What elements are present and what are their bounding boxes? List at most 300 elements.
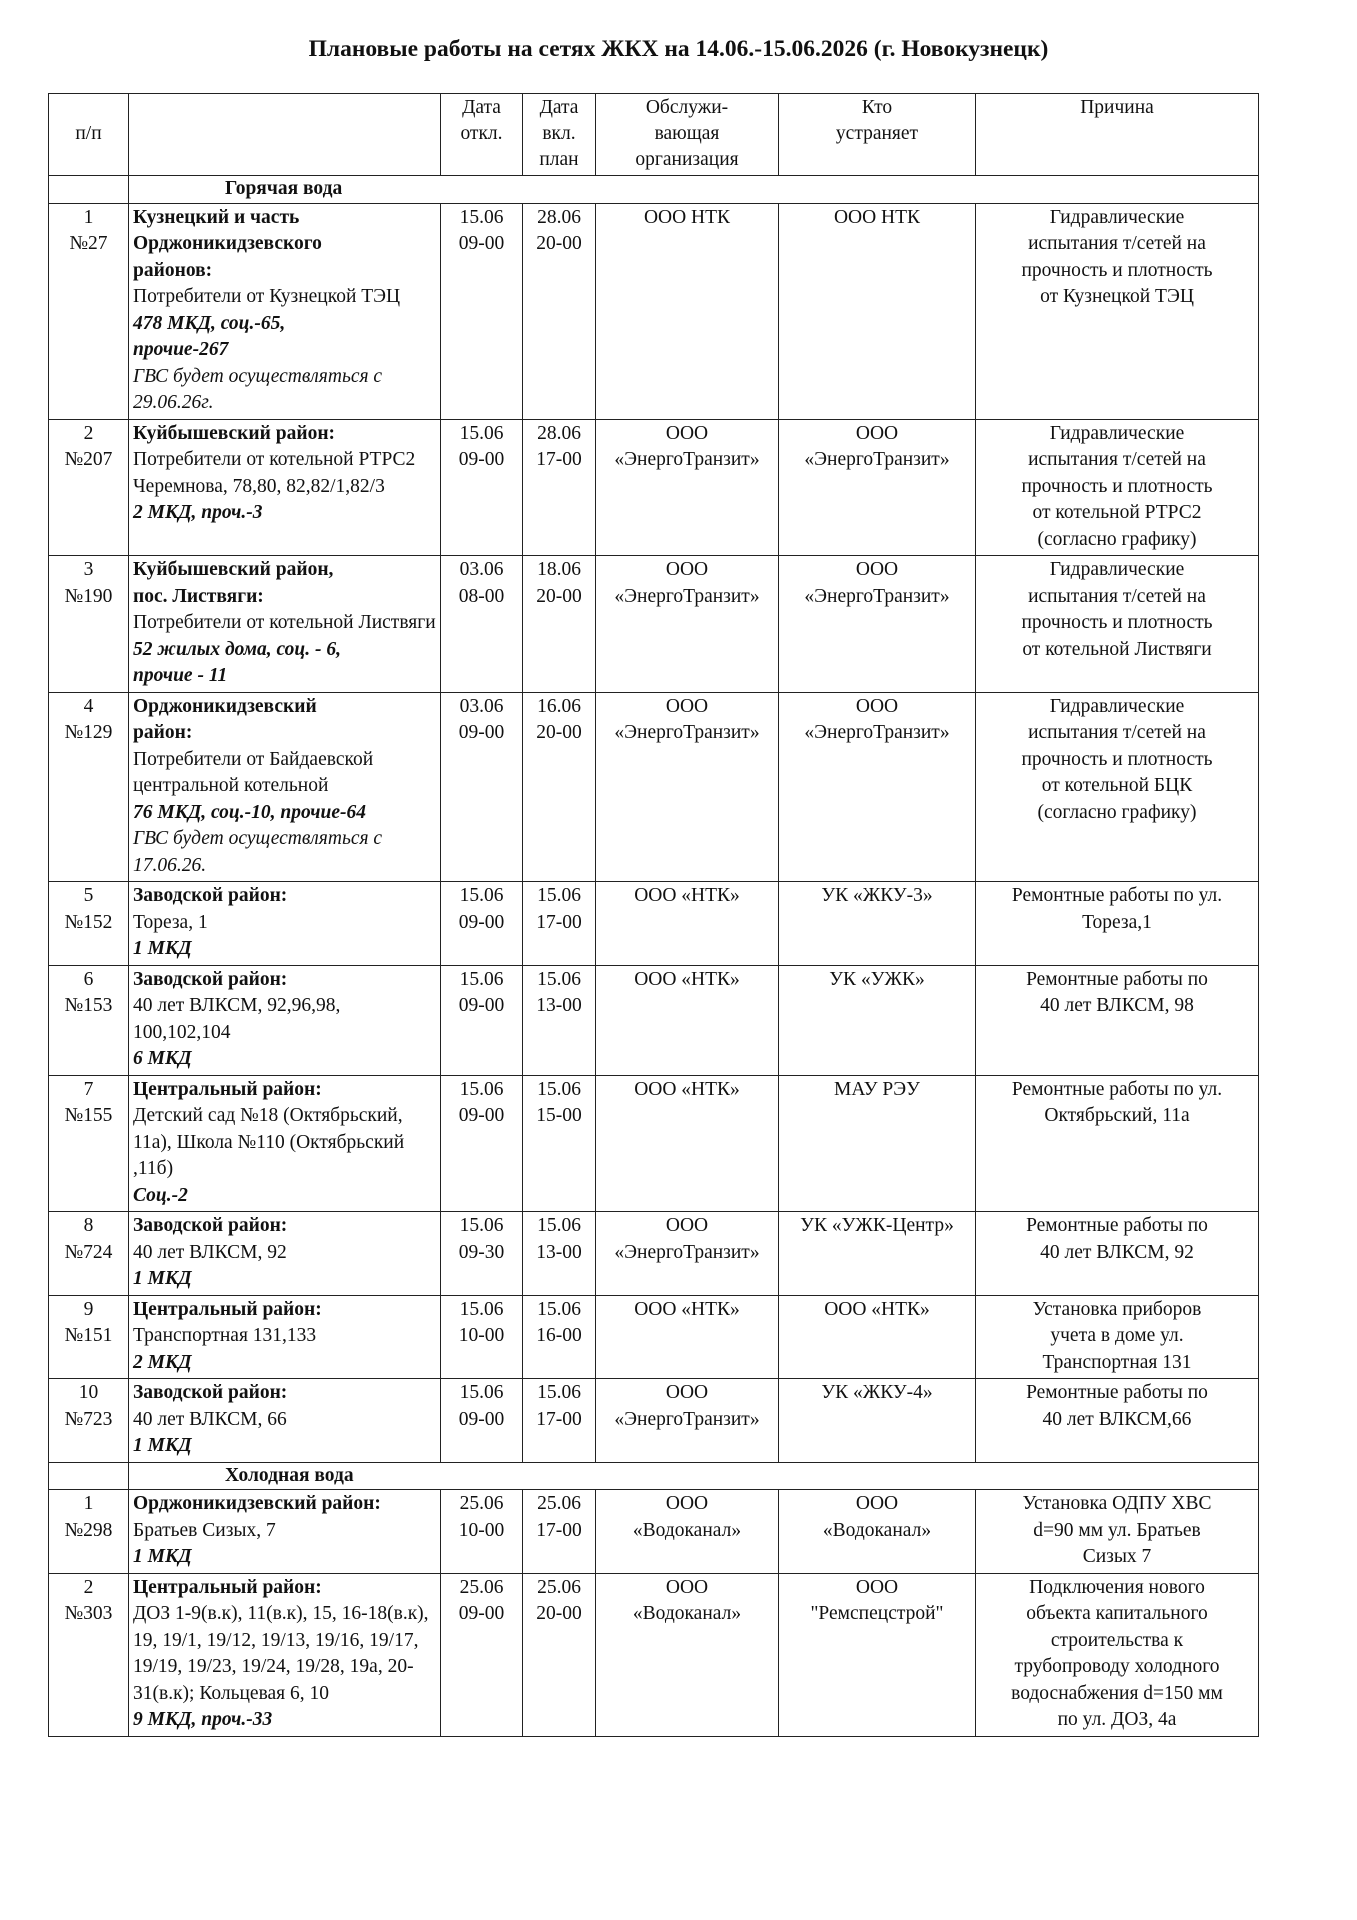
header-num: п/п [49, 94, 129, 176]
header-org: Обслужи- вающая организация [596, 94, 779, 176]
row-index: 7 [83, 1078, 94, 1100]
address-text: Тореза, 1 [133, 911, 208, 933]
reason-text: Ремонтные работы по [1026, 968, 1208, 990]
off-date-value: 03.06 [459, 559, 504, 580]
row-id: №190 [64, 585, 113, 607]
fixer-name: УК «ЖКУ-3» [821, 885, 933, 906]
on-date-value: 17-00 [536, 449, 582, 470]
org-cell [596, 692, 779, 882]
row-number-cell [49, 203, 129, 419]
fixer-name: УК «УЖК-Центр» [800, 1215, 954, 1236]
off-date-value: 09-00 [458, 995, 505, 1016]
fixer-name: УК «УЖК» [829, 968, 925, 990]
on-date-cell [523, 1379, 596, 1463]
off-date-value: 09-00 [458, 449, 505, 470]
fixer-name: ООО «НТК» [824, 1298, 930, 1320]
row-number-cell [49, 1075, 129, 1212]
region-name: Куйбышевский район, [133, 559, 334, 580]
org-cell [596, 556, 779, 693]
fixer-cell [779, 1490, 976, 1574]
reason-text: прочность и плотность [1021, 259, 1213, 281]
region-name: пос. Листвяги: [133, 585, 264, 607]
reason-text: прочность и плотность [1021, 612, 1213, 633]
org-name: ООО «НТК» [634, 1298, 740, 1320]
table-row [49, 1490, 1259, 1574]
org-cell [596, 203, 779, 419]
reason-text: (согласно графику) [1037, 528, 1197, 550]
table-row [49, 965, 1259, 1075]
org-name: ООО [665, 422, 709, 444]
region-name: Заводской район: [133, 885, 288, 906]
off-date-value: 09-30 [458, 1241, 505, 1263]
row-description-cell [129, 556, 441, 693]
section-num-cell [49, 1462, 129, 1490]
reason-text: испытания т/сетей на [1028, 585, 1206, 607]
building-counts: 2 МКД [133, 1351, 192, 1373]
reason-text: строительства к [1050, 1629, 1184, 1651]
region-name: Орджоникидзевский район: [133, 1493, 381, 1514]
fixer-cell [779, 692, 976, 882]
on-date-value: 28.06 [537, 422, 581, 444]
row-index: 8 [83, 1215, 94, 1236]
off-date-value: 15.06 [459, 1298, 504, 1320]
section-num-cell [49, 176, 129, 204]
off-date-value: 09-00 [458, 722, 505, 743]
address-text: Потребители от котельной Листвяги [133, 612, 436, 633]
building-counts: Соц.-2 [133, 1184, 188, 1206]
fixer-name: ООО [855, 559, 899, 580]
reason-cell [976, 965, 1259, 1075]
org-name: ООО «НТК» [634, 1078, 740, 1100]
org-cell [596, 1075, 779, 1212]
address-text: 40 лет ВЛКСМ, 66 [133, 1408, 287, 1430]
org-name: «Водоканал» [632, 1603, 742, 1624]
building-counts: 9 МКД, проч.-33 [133, 1709, 273, 1730]
row-id: №27 [69, 233, 108, 254]
off-date-cell [441, 419, 523, 556]
table-row [49, 203, 1259, 419]
row-description-cell [129, 1075, 441, 1212]
region-name: Орджоникидзевский [133, 695, 317, 717]
fixer-name: «ЭнергоТранзит» [804, 585, 950, 607]
off-date-value: 09-00 [458, 1603, 505, 1624]
off-date-value: 15.06 [459, 885, 504, 906]
row-number-cell [49, 692, 129, 882]
on-date-value: 13-00 [536, 1241, 582, 1263]
address-text: Транспортная 131,133 [133, 1325, 317, 1346]
row-number-cell [49, 965, 129, 1075]
fixer-cell [779, 203, 976, 419]
org-cell [596, 1490, 779, 1574]
reason-cell [976, 882, 1259, 966]
org-name: ООО [665, 1215, 709, 1236]
row-description-cell [129, 203, 441, 419]
row-index: 1 [83, 1493, 94, 1514]
org-name: ООО [665, 1493, 709, 1514]
fixer-name: ООО НТК [833, 206, 921, 228]
on-date-value: 25.06 [537, 1493, 581, 1514]
reason-text: от котельной РТРС2 [1032, 502, 1202, 523]
row-index: 9 [83, 1298, 94, 1320]
building-counts: 2 МКД, проч.-3 [133, 502, 263, 523]
off-date-cell [441, 882, 523, 966]
region-name: Куйбышевский район: [133, 422, 336, 444]
on-date-value: 13-00 [536, 995, 582, 1016]
off-date-value: 09-00 [458, 911, 505, 933]
off-date-value: 15.06 [459, 1382, 504, 1403]
on-date-value: 16-00 [536, 1325, 582, 1346]
reason-cell [976, 419, 1259, 556]
off-date-value: 15.06 [459, 1215, 504, 1236]
on-date-value: 15.06 [537, 968, 581, 990]
reason-text: от Кузнецкой ТЭЦ [1040, 286, 1194, 307]
off-date-cell [441, 1295, 523, 1379]
reason-text: Сизых 7 [1082, 1546, 1152, 1567]
service-note: ГВС будет осуществляться с 29.06.26г. [133, 365, 383, 413]
row-description-cell [129, 1490, 441, 1574]
on-date-value: 15-00 [536, 1105, 582, 1126]
off-date-value: 25.06 [459, 1576, 504, 1598]
fixer-cell [779, 1295, 976, 1379]
on-date-cell [523, 1075, 596, 1212]
building-counts: 76 МКД, соц.-10, прочие-64 [133, 801, 366, 823]
fixer-cell [779, 882, 976, 966]
region-name: Заводской район: [133, 1382, 288, 1403]
table-row [49, 419, 1259, 556]
section-title: Горячая вода [129, 176, 1259, 204]
on-date-value: 28.06 [537, 206, 581, 228]
building-counts: 1 МКД [133, 1546, 192, 1567]
on-date-cell [523, 1212, 596, 1296]
building-counts: 478 МКД, соц.-65, [133, 312, 286, 334]
section-row [49, 176, 1259, 204]
row-id: №303 [64, 1603, 113, 1624]
reason-text: 40 лет ВЛКСМ, 98 [1040, 995, 1194, 1016]
reason-cell [976, 1075, 1259, 1212]
page-title: Плановые работы на сетях ЖКХ на 14.06.-15.06.2026 (г. Новокузнецк) [308, 36, 1049, 62]
header-row [49, 94, 1259, 176]
off-date-cell [441, 1573, 523, 1736]
on-date-value: 20-00 [536, 1603, 582, 1624]
fixer-name: «Водоканал» [822, 1519, 932, 1541]
on-date-value: 15.06 [537, 1298, 581, 1320]
reason-text: учета в доме ул. [1050, 1325, 1184, 1346]
off-date-value: 15.06 [459, 968, 504, 990]
region-name: Центральный район: [133, 1298, 322, 1320]
reason-text: водоснабжения d=150 мм [1011, 1682, 1223, 1704]
reason-text: 40 лет ВЛКСМ, 92 [1040, 1241, 1194, 1263]
fixer-name: «ЭнергоТранзит» [804, 722, 950, 743]
reason-text: d=90 мм ул. Братьев [1033, 1519, 1201, 1541]
row-number-cell [49, 1573, 129, 1736]
on-date-value: 16.06 [537, 695, 581, 717]
row-description-cell [129, 1573, 441, 1736]
region-name: Кузнецкий и часть [133, 206, 300, 228]
reason-text: испытания т/сетей на [1028, 449, 1206, 470]
table-body [49, 176, 1259, 1737]
org-name: «ЭнергоТранзит» [614, 585, 760, 607]
service-note: ГВС будет осуществляться с 17.06.26. [133, 828, 383, 876]
off-date-value: 03.06 [459, 695, 504, 717]
row-number-cell [49, 1379, 129, 1463]
fixer-cell [779, 1212, 976, 1296]
off-date-value: 15.06 [459, 422, 504, 444]
row-index: 4 [83, 695, 94, 717]
table-row [49, 1075, 1259, 1212]
row-description-cell [129, 965, 441, 1075]
org-name: ООО [665, 695, 709, 717]
row-index: 2 [83, 422, 94, 444]
table-row [49, 1379, 1259, 1463]
on-date-value: 17-00 [536, 1408, 582, 1430]
on-date-cell [523, 882, 596, 966]
row-index: 6 [83, 968, 94, 990]
off-date-value: 15.06 [459, 206, 504, 228]
reason-text: 40 лет ВЛКСМ,66 [1042, 1408, 1192, 1430]
fixer-cell [779, 419, 976, 556]
fixer-name: ООО [855, 422, 899, 444]
row-index: 10 [78, 1382, 99, 1403]
region-name: Центральный район: [133, 1576, 322, 1598]
fixer-cell [779, 1573, 976, 1736]
org-cell [596, 882, 779, 966]
table-row [49, 1573, 1259, 1736]
reason-text: Ремонтные работы по [1026, 1382, 1208, 1403]
reason-text: Гидравлические [1049, 695, 1185, 717]
org-name: «ЭнергоТранзит» [614, 1408, 760, 1430]
reason-text: (согласно графику) [1037, 801, 1197, 823]
address-text: 40 лет ВЛКСМ, 92 [133, 1241, 287, 1263]
table-row [49, 882, 1259, 966]
on-date-value: 20-00 [536, 585, 582, 607]
on-date-cell [523, 556, 596, 693]
row-id: №723 [64, 1408, 113, 1430]
region-name: Орджоникидзевского [133, 233, 322, 254]
reason-cell [976, 556, 1259, 693]
org-name: «ЭнергоТранзит» [614, 722, 760, 743]
row-description-cell [129, 692, 441, 882]
row-description-cell [129, 1379, 441, 1463]
row-index: 2 [83, 1576, 94, 1598]
off-date-value: 25.06 [459, 1493, 504, 1514]
row-id: №298 [64, 1519, 113, 1541]
row-number-cell [49, 1490, 129, 1574]
org-cell [596, 1573, 779, 1736]
off-date-value: 08-00 [458, 585, 505, 607]
off-date-cell [441, 1379, 523, 1463]
org-cell [596, 1379, 779, 1463]
reason-text: Транспортная 131 [1042, 1351, 1192, 1373]
off-date-value: 09-00 [458, 1105, 505, 1126]
row-index: 1 [83, 206, 94, 228]
table-row [49, 1212, 1259, 1296]
org-cell [596, 1295, 779, 1379]
org-name: «ЭнергоТранзит» [614, 449, 760, 470]
off-date-cell [441, 1075, 523, 1212]
region-name: район: [133, 722, 193, 743]
region-name: Центральный район: [133, 1078, 322, 1100]
row-description-cell [129, 1212, 441, 1296]
reason-cell [976, 1379, 1259, 1463]
row-id: №155 [64, 1105, 113, 1126]
on-date-cell [523, 692, 596, 882]
building-counts: 1 МКД [133, 1268, 192, 1289]
reason-text: по ул. ДОЗ, 4а [1057, 1709, 1177, 1730]
reason-cell [976, 692, 1259, 882]
row-number-cell [49, 1212, 129, 1296]
fixer-cell [779, 965, 976, 1075]
off-date-value: 09-00 [458, 233, 505, 254]
off-date-cell [441, 203, 523, 419]
org-name: ООО [665, 1576, 709, 1598]
reason-cell [976, 1573, 1259, 1736]
row-description-cell [129, 1295, 441, 1379]
org-cell [596, 1212, 779, 1296]
fixer-cell [779, 556, 976, 693]
reason-cell [976, 203, 1259, 419]
row-id: №151 [64, 1325, 113, 1346]
reason-cell [976, 1295, 1259, 1379]
section-row [49, 1462, 1259, 1490]
reason-cell [976, 1490, 1259, 1574]
org-cell [596, 965, 779, 1075]
reason-text: прочность и плотность [1021, 748, 1213, 770]
row-description-cell [129, 882, 441, 966]
header-reason: Причина [976, 94, 1259, 176]
org-name: ООО «НТК» [634, 968, 740, 990]
org-name: ООО [665, 1382, 709, 1403]
fixer-name: УК «ЖКУ-4» [821, 1382, 933, 1403]
reason-text: прочность и плотность [1021, 475, 1213, 497]
works-table [48, 93, 1259, 1737]
building-counts: 6 МКД [133, 1048, 192, 1069]
on-date-value: 15.06 [537, 1078, 581, 1100]
row-number-cell [49, 556, 129, 693]
reason-text: Гидравлические [1049, 422, 1185, 444]
fixer-cell [779, 1075, 976, 1212]
table-row [49, 692, 1259, 882]
reason-text: объекта капитального [1026, 1603, 1208, 1624]
reason-text: Ремонтные работы по ул. [1011, 1078, 1223, 1100]
fixer-cell [779, 1379, 976, 1463]
table-row [49, 556, 1259, 693]
off-date-cell [441, 1212, 523, 1296]
org-cell [596, 419, 779, 556]
address-text: Детский сад №18 (Октябрьский, 11а), Школа №110 (Октябрьский ,11б) [133, 1105, 405, 1179]
off-date-value: 10-00 [458, 1325, 505, 1346]
row-number-cell [49, 882, 129, 966]
region-name: Заводской район: [133, 968, 288, 990]
address-text: Братьев Сизых, 7 [133, 1519, 276, 1541]
header-fixer: Кто устраняет [779, 94, 976, 176]
address-text: Потребители от котельной РТРС2 Черемнова, 78,80, 82,82/1,82/3 [133, 449, 416, 497]
off-date-cell [441, 1490, 523, 1574]
row-description-cell [129, 419, 441, 556]
row-index: 5 [83, 885, 94, 906]
on-date-value: 20-00 [536, 233, 582, 254]
fixer-name: ООО [855, 1576, 899, 1598]
row-id: №724 [64, 1241, 113, 1263]
address-text: 40 лет ВЛКСМ, 92,96,98, 100,102,104 [133, 995, 341, 1043]
org-name: ООО «НТК» [634, 885, 740, 906]
reason-text: Ремонтные работы по ул. [1011, 885, 1223, 906]
reason-text: Установка ОДПУ ХВС [1022, 1493, 1212, 1514]
org-name: ООО НТК [643, 206, 731, 228]
row-number-cell [49, 1295, 129, 1379]
on-date-value: 15.06 [537, 1382, 581, 1403]
on-date-cell [523, 1295, 596, 1379]
address-text: Потребители от Кузнецкой ТЭЦ [133, 286, 401, 307]
row-id: №153 [64, 995, 113, 1016]
building-counts: прочие - 11 [133, 665, 228, 686]
on-date-value: 20-00 [536, 722, 582, 743]
off-date-cell [441, 692, 523, 882]
on-date-value: 18.06 [537, 559, 581, 580]
row-number-cell [49, 419, 129, 556]
fixer-name: МАУ РЭУ [834, 1078, 920, 1100]
building-counts: 1 МКД [133, 1435, 192, 1456]
fixer-name: ООО [855, 695, 899, 717]
fixer-name: «ЭнергоТранзит» [804, 449, 950, 470]
on-date-cell [523, 965, 596, 1075]
row-id: №152 [64, 911, 113, 933]
off-date-cell [441, 965, 523, 1075]
on-date-value: 15.06 [537, 885, 581, 906]
reason-cell [976, 1212, 1259, 1296]
reason-text: Установка приборов [1032, 1298, 1202, 1320]
reason-text: Ремонтные работы по [1026, 1215, 1208, 1236]
building-counts: 1 МКД [133, 938, 192, 959]
reason-text: Октябрьский, 11а [1044, 1105, 1190, 1126]
fixer-name: ООО [855, 1493, 899, 1514]
header-desc [129, 94, 441, 176]
on-date-value: 17-00 [536, 911, 582, 933]
reason-text: Подключения нового [1029, 1576, 1205, 1598]
header-on-date: Дата вкл. план [523, 94, 596, 176]
on-date-cell [523, 419, 596, 556]
reason-text: от котельной Листвяги [1022, 638, 1212, 660]
org-name: «ЭнергоТранзит» [614, 1241, 760, 1263]
on-date-cell [523, 1573, 596, 1736]
reason-text: Гидравлические [1049, 559, 1185, 580]
row-id: №129 [64, 722, 113, 743]
fixer-name: "Ремспецстрой" [810, 1603, 944, 1624]
address-text: Потребители от Байдаевской центральной котельной [133, 748, 374, 796]
off-date-value: 15.06 [459, 1078, 504, 1100]
on-date-value: 25.06 [537, 1576, 581, 1598]
row-id: №207 [64, 449, 113, 470]
region-name: районов: [133, 259, 213, 281]
reason-text: от котельной БЦК [1041, 775, 1193, 796]
on-date-cell [523, 1490, 596, 1574]
org-name: ООО [665, 559, 709, 580]
on-date-value: 15.06 [537, 1215, 581, 1236]
off-date-value: 10-00 [458, 1519, 505, 1541]
reason-text: испытания т/сетей на [1028, 722, 1206, 743]
row-index: 3 [83, 559, 94, 580]
off-date-cell [441, 556, 523, 693]
building-counts: прочие-267 [133, 339, 229, 360]
on-date-value: 17-00 [536, 1519, 582, 1541]
off-date-value: 09-00 [458, 1408, 505, 1430]
building-counts: 52 жилых дома, соц. - 6, [133, 638, 341, 660]
reason-text: Гидравлические [1049, 206, 1185, 228]
on-date-cell [523, 203, 596, 419]
org-name: «Водоканал» [632, 1519, 742, 1541]
reason-text: испытания т/сетей на [1028, 233, 1206, 254]
region-name: Заводской район: [133, 1215, 288, 1236]
reason-text: Тореза,1 [1082, 911, 1152, 933]
